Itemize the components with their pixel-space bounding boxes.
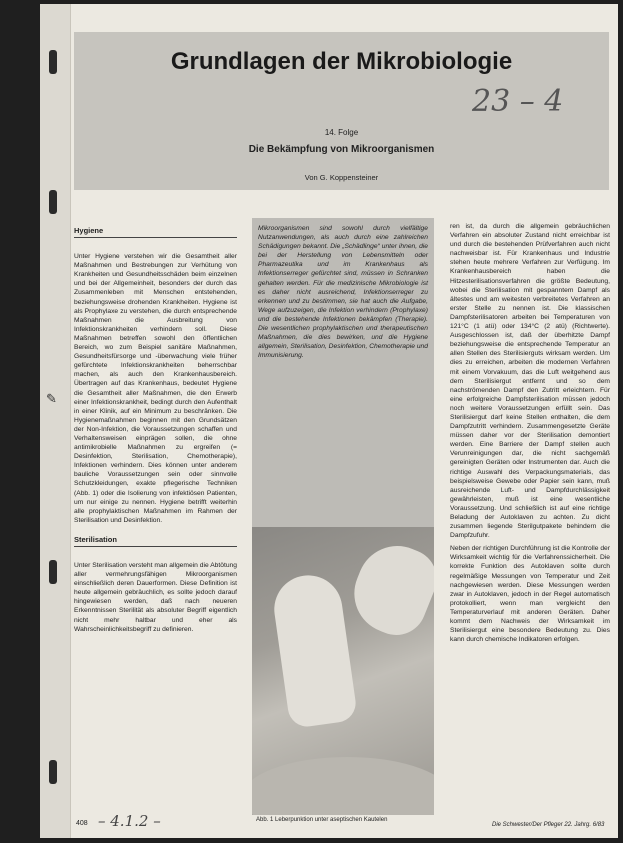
gloved-hand-right — [342, 534, 434, 644]
page-title: Grundlagen der Mikrobiologie — [170, 48, 513, 75]
paragraph-col3-2: Neben der richtigen Durchführung ist die Kontrolle der Wirksamkeit wichtig für die Verfahrenssicherheit. Die korrekte Funktion des Autoklaven sollte durch regelmäßige Messungen von Temperatur und Zeit nachgewiesen werden. Diese Messungen werden zwar in Autoklaven, jedoch in der Regel automatisch protokolliert, wenn man vergleicht den Temperaturverlauf mit anderen Geräten. Daher kommt dem Nachweis der Wirksamkeit im Sterilisiergut eine besondere Bedeutung zu. Dies kann durch chemische Indikatoren erfolgen. — [450, 545, 610, 644]
intro-box — [252, 218, 434, 528]
binder-hole — [49, 190, 57, 214]
binder-hole — [49, 760, 57, 784]
paragraph-hygiene: Unter Hygiene verstehen wir die Gesamtheit aller Maßnahmen und Bestrebungen zur Verhütung von Krankheiten und Gesundheitsschäden beim einzelnen und bei der Allgemeinheit, besonders der durch das Zusammenleben mit Menschen entstehenden, beziehungsweise drohenden Krankheiten. Hygiene ist als Prophylaxe zu verstehen, die durch entsprechende Maßnahmen die Ausbreitung von Infektionskrankheiten verhindern soll. Diese Maßnahmen betreffen sowohl den öffentlichen Bereich, wo zum Beispiel sanitäre Maßnahmen, Gesundheitsfürsorge und -überwachung viele früher gefürchtete Infektionskrankheiten beherrschbar machen, als auch den Krankenhausbereich. Übertragen auf das Krankenhaus, bedeutet Hygiene die Gesamtheit aller Maßnahmen, die den Erwerb einer Infektionskrankheit, bedingt durch den Aufenthalt in einer Klinik, auf ein Minimum zu beschränken. Die Hygienemaßnahmen beginnen mit den Grundsätzen der Non-Infektion, die Voraussetzungen schaffen und Verhaltensweisen einprägen sollen, die ohne antimikrobielle Maßnahmen zu ergreifen (= Desinfektion, Sterilisation, Chemotherapie), Infektionen verhindern. Dies können unter anderem bauliche Voraussetzungen sein oder sinnvolle Schutzkleidungen, exakte pflegerische Techniken (Abb. 1) oder die Isolierung von infektiösen Patienten, um nur einige zu nennen. Hygiene betrifft weiterhin alle prophylaktischen Maßnahmen im Rahmen der Sterilisation und Desinfektion. — [74, 253, 237, 524]
figure-photo — [252, 527, 434, 815]
paragraph-sterilisation: Unter Sterilisation versteht man allgemein die Abtötung aller vermehrungsfähigen Mikroorganismen einschließlich deren Dauerformen. Diese Definition ist heute allgemein gebräuchlich, es sollte jedoch darauf hingewiesen werden, daß nach neueren Erkenntnissen Sterilität als absoluter Begriff eigentlich nicht mehr haltbar und eher als Wahrscheinlichkeitsbegriff zu definieren. — [74, 562, 237, 633]
intro-box-text: Mikroorganismen sind sowohl durch vielfältige Nutzanwendungen, als auch durch eine zahlreichen Schädigungen bekannt. Die „Schädlinge“ unter ihnen, die bei der Herstellung von Lebensmitteln oder Pharmazeutika und im Krankenhaus als Infektionserreger gefürchtet sind, müssen in Schranken gehalten werden. Für die medizinische Mikrobiologie ist es daher nicht ausreichend, Infektionserreger zu erkennen und zu bestimmen, sie hat auch die Aufgabe, Wege aufzuzeigen, die Infektion verhindern (Prophylaxe) und die bestehende Infektionen bekämpfen (Therapie). Die wesentlichen prophylaktischen und therapeutischen Maßnahmen, die dies bewirken, und die Hygiene allgemein, Sterilisation, Desinfektion, Chemotherapie und Immunisierung. — [258, 225, 428, 360]
paragraph-col3-1: ren ist, da durch die allgemein gebräuchlichen Verfahren ein absoluter Zustand nicht erreichbar ist und durch die bestehenden Prüfverfahren auch nicht nachweisbar ist. Für Krankenhaus und Industrie stehen heute mehrere Verfahren zur Verfügung. Im Krankenhausbereich haben die Hitzesterilisationsverfahren die größte Bedeutung, wobei die Sterilisation mit gespanntem Dampf als ältestes und am weitesten verbreitetes Verfahren an erster Stelle zu nennen ist. Die klassischen Dampfsterilisatoren arbeiten bei Temperaturen von 121°C (1 atü) oder 134°C (2 atü) (Richtwerte). Ausgeschlossen ist, daß der überhitzte Dampf beziehungsweise die entsprechende Temperatur an allen Stellen des Sterilisierguts wirksam werden. Um dies zu erreichen, arbeiten die modernen Verfahren mit einem Vorvakuum, das die Luft weitgehend aus dem Sterilisiergut entfernt und so dem nachströmenden Dampf den Zutritt erleichtern. Für eine erfolgreiche Dampfsterilisation müssen jedoch noch weitere Voraussetzungen erfüllt sein. Das Sterilisiergut darf keine Stellen enthalten, die dem Dampfzutritt verhindern. Zusammengesetzte Geräte müssen daher vor der Sterilisation demontiert werden. Eine Barriere der Dampf stellen auch Verunreinigungen dar, die nicht sachgemäß gereinigten Geräten oder Instrumenten dar. Auch die richtige Auswahl des Verpackungsmaterials, das beispielsweise Gewebe oder Papier sein kann, muß ausreichende Luft- und Dampfdurchlässigkeit gewährleisten, muß ist eine wesentliche Voraussetzung. Und schließlich ist auf eine richtige Beladung der Autoklaven zu achten. Zu dicht zusammen liegende Sterilgutpakete behindern die Dampfzufuhr. — [450, 223, 610, 540]
pen-mark: ✎ — [46, 392, 57, 407]
handwritten-note: 23 – 4 — [472, 84, 564, 119]
gloved-hand-left — [270, 571, 358, 729]
page-subtitle: Die Bekämpfung von Mikroorganismen — [248, 144, 435, 155]
binding-strip — [40, 4, 71, 838]
page-number: 408 — [76, 820, 88, 827]
figure-caption: Abb. 1 Leberpunktion unter aseptischen Kautelen — [256, 817, 388, 823]
document-page — [40, 4, 618, 838]
episode-label: 14. Folge — [324, 128, 359, 137]
section-heading-hygiene: Hygiene — [74, 226, 237, 238]
column-1 — [74, 226, 237, 638]
column-3 — [450, 222, 610, 648]
handwritten-page-note: – 4.1.2 – — [98, 812, 161, 830]
section-heading-sterilisation: Sterilisation — [74, 535, 237, 547]
author-line: Von G. Koppensteiner — [304, 173, 379, 182]
binder-hole — [49, 560, 57, 584]
header-box — [74, 32, 609, 190]
photo-surface — [252, 757, 434, 815]
binder-hole — [49, 50, 57, 74]
journal-footer: Die Schwester/Der Pfleger 22. Jahrg. 6/83 — [492, 822, 605, 828]
